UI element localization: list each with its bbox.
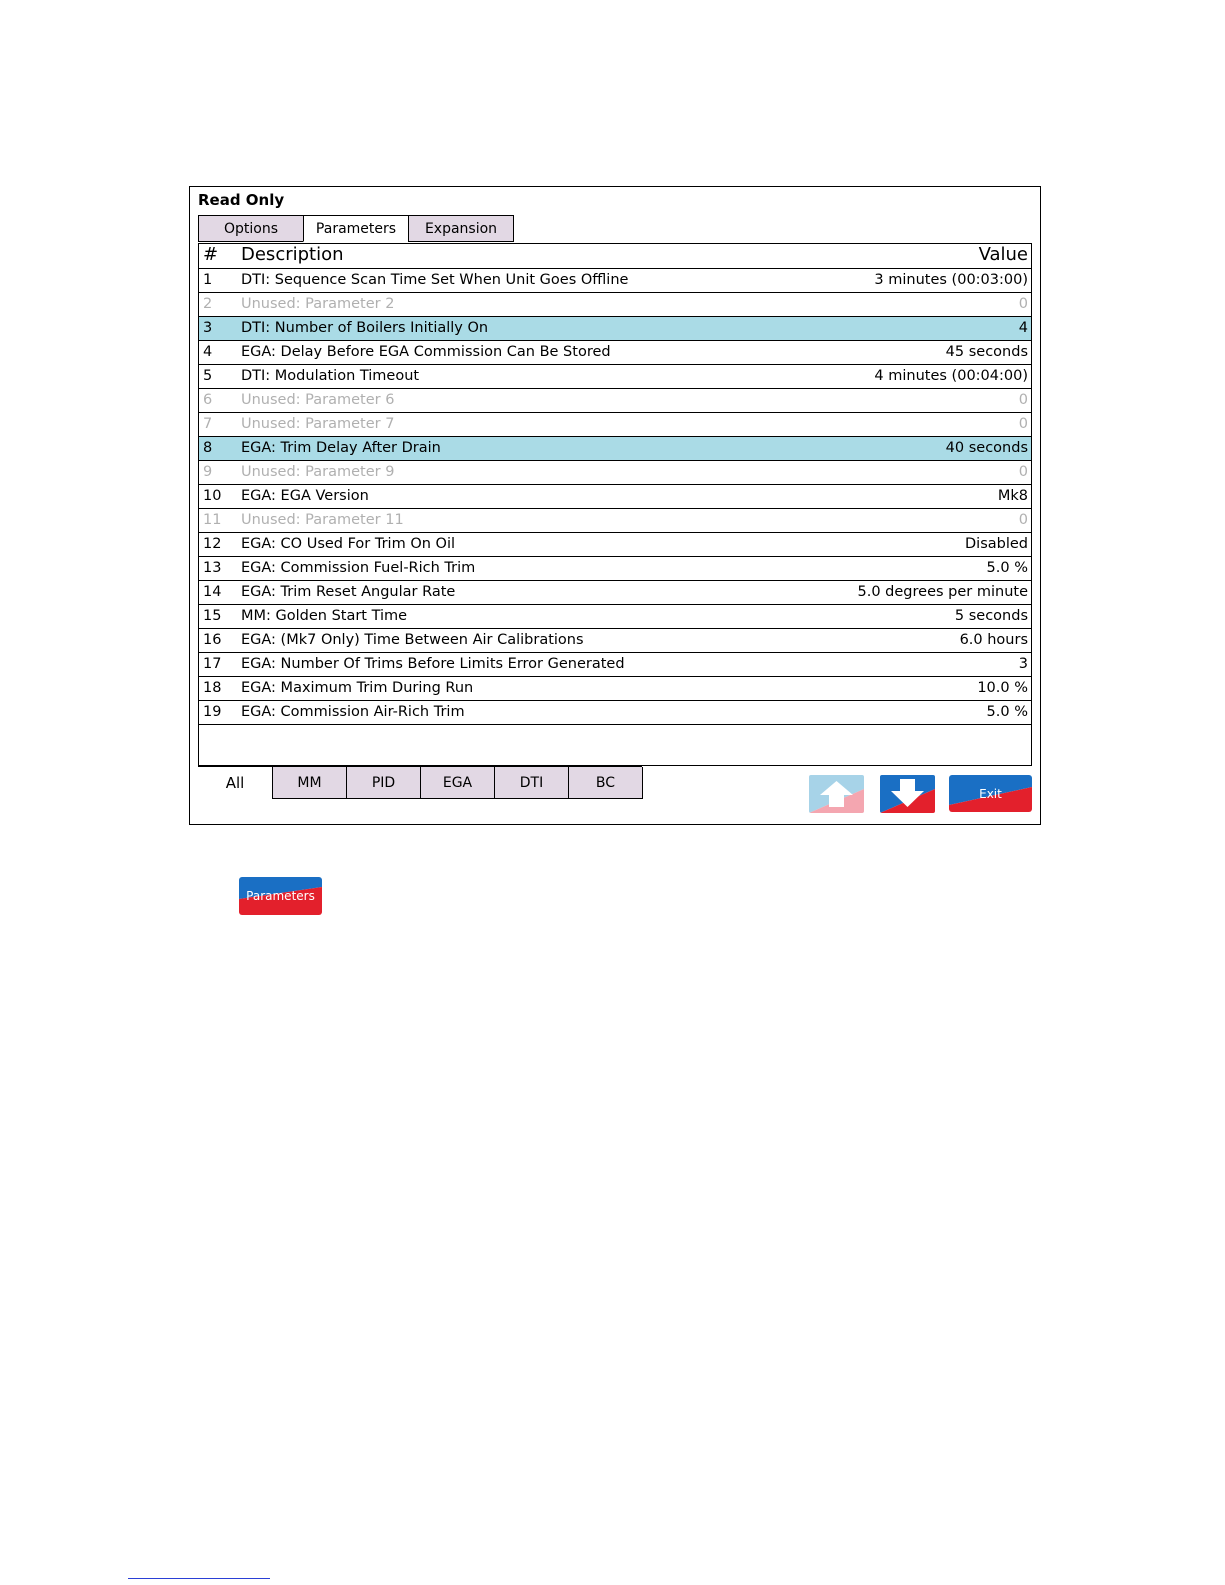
row-value: 0 bbox=[1018, 392, 1028, 408]
table-row[interactable] bbox=[199, 341, 1031, 365]
filter-tab-pid[interactable]: PID bbox=[346, 767, 421, 799]
table-header bbox=[199, 244, 1031, 269]
table-row[interactable] bbox=[199, 557, 1031, 581]
row-value: 10.0 % bbox=[977, 680, 1028, 696]
tab-expansion[interactable]: Expansion bbox=[408, 215, 514, 242]
table-row[interactable] bbox=[199, 365, 1031, 389]
row-description: Unused: Parameter 11 bbox=[241, 512, 404, 528]
row-description: Unused: Parameter 7 bbox=[241, 416, 395, 432]
row-number: 13 bbox=[203, 560, 222, 576]
row-description: EGA: Number Of Trims Before Limits Error Generated bbox=[241, 656, 625, 672]
row-value: 4 bbox=[1018, 320, 1028, 336]
parameters-button[interactable] bbox=[239, 877, 322, 915]
parameters-screen bbox=[189, 186, 1041, 825]
row-value: 6.0 hours bbox=[959, 632, 1028, 648]
scroll-up-button[interactable] bbox=[809, 775, 864, 813]
row-value: Mk8 bbox=[997, 488, 1028, 504]
row-number: 15 bbox=[203, 608, 222, 624]
table-row[interactable] bbox=[199, 461, 1031, 485]
filter-tab-ega[interactable]: EGA bbox=[420, 767, 495, 799]
row-description: EGA: Commission Fuel-Rich Trim bbox=[241, 560, 476, 576]
table-row[interactable] bbox=[199, 629, 1031, 653]
exit-label: Exit bbox=[979, 786, 1002, 801]
screen-title: Read Only bbox=[198, 191, 285, 209]
row-value: 0 bbox=[1018, 464, 1028, 480]
row-number: 5 bbox=[203, 368, 213, 384]
row-description: DTI: Sequence Scan Time Set When Unit Goes Offline bbox=[241, 272, 629, 288]
arrow-up-icon bbox=[809, 775, 864, 813]
row-value: 0 bbox=[1018, 296, 1028, 312]
row-number: 12 bbox=[203, 536, 222, 552]
row-number: 14 bbox=[203, 584, 222, 600]
table-row[interactable] bbox=[199, 581, 1031, 605]
tab-parameters[interactable]: Parameters bbox=[303, 215, 409, 242]
table-body bbox=[199, 269, 1031, 725]
tab-options[interactable]: Options bbox=[198, 215, 304, 242]
row-description: Unused: Parameter 2 bbox=[241, 296, 395, 312]
row-number: 7 bbox=[203, 416, 213, 432]
filter-tab-dti[interactable]: DTI bbox=[494, 767, 569, 799]
row-number: 1 bbox=[203, 272, 213, 288]
table-row[interactable] bbox=[199, 509, 1031, 533]
row-value: 40 seconds bbox=[945, 440, 1028, 456]
row-number: 3 bbox=[203, 320, 213, 336]
row-value: 0 bbox=[1018, 416, 1028, 432]
header-value: Value bbox=[978, 244, 1028, 265]
header-description: Description bbox=[241, 244, 344, 265]
table-row[interactable] bbox=[199, 437, 1031, 461]
row-value: 5 seconds bbox=[954, 608, 1028, 624]
table-row[interactable] bbox=[199, 701, 1031, 725]
row-number: 19 bbox=[203, 704, 222, 720]
row-description: DTI: Number of Boilers Initially On bbox=[241, 320, 489, 336]
row-value: 0 bbox=[1018, 512, 1028, 528]
filter-tab-all[interactable]: All bbox=[198, 767, 273, 799]
row-description: Unused: Parameter 9 bbox=[241, 464, 395, 480]
top-tab-bar bbox=[198, 215, 513, 243]
footnote-separator bbox=[128, 1578, 270, 1579]
row-description: EGA: Commission Air-Rich Trim bbox=[241, 704, 465, 720]
arrow-down-icon bbox=[880, 775, 935, 813]
table-row[interactable] bbox=[199, 413, 1031, 437]
row-number: 17 bbox=[203, 656, 222, 672]
row-description: EGA: EGA Version bbox=[241, 488, 369, 504]
filter-tab-mm[interactable]: MM bbox=[272, 767, 347, 799]
row-value: 4 minutes (00:04:00) bbox=[874, 368, 1028, 384]
row-number: 9 bbox=[203, 464, 213, 480]
row-value: 5.0 % bbox=[986, 560, 1028, 576]
row-value: 5.0 degrees per minute bbox=[857, 584, 1028, 600]
row-description: EGA: Delay Before EGA Commission Can Be Stored bbox=[241, 344, 611, 360]
scroll-down-button[interactable] bbox=[880, 775, 935, 813]
row-number: 8 bbox=[203, 440, 213, 456]
table-row[interactable] bbox=[199, 653, 1031, 677]
filter-tab-bc[interactable]: BC bbox=[568, 767, 643, 799]
row-description: EGA: Maximum Trim During Run bbox=[241, 680, 474, 696]
table-row[interactable] bbox=[199, 389, 1031, 413]
exit-button[interactable] bbox=[949, 775, 1032, 812]
table-row[interactable] bbox=[199, 677, 1031, 701]
row-value: 3 minutes (00:03:00) bbox=[874, 272, 1028, 288]
row-description: EGA: (Mk7 Only) Time Between Air Calibrations bbox=[241, 632, 584, 648]
row-number: 2 bbox=[203, 296, 213, 312]
row-description: DTI: Modulation Timeout bbox=[241, 368, 420, 384]
row-number: 16 bbox=[203, 632, 222, 648]
row-description: EGA: CO Used For Trim On Oil bbox=[241, 536, 456, 552]
table-row[interactable] bbox=[199, 317, 1031, 341]
table-row[interactable] bbox=[199, 293, 1031, 317]
table-row[interactable] bbox=[199, 485, 1031, 509]
parameters-button-label: Parameters bbox=[246, 889, 315, 903]
table-row[interactable] bbox=[199, 533, 1031, 557]
row-number: 4 bbox=[203, 344, 213, 360]
row-value: 5.0 % bbox=[986, 704, 1028, 720]
row-description: EGA: Trim Delay After Drain bbox=[241, 440, 441, 456]
row-description: Unused: Parameter 6 bbox=[241, 392, 395, 408]
row-value: Disabled bbox=[965, 536, 1028, 552]
row-number: 10 bbox=[203, 488, 222, 504]
table-row[interactable] bbox=[199, 605, 1031, 629]
row-number: 18 bbox=[203, 680, 222, 696]
parameters-table bbox=[198, 243, 1032, 766]
table-row[interactable] bbox=[199, 269, 1031, 293]
filter-tab-bar bbox=[198, 766, 642, 800]
row-description: EGA: Trim Reset Angular Rate bbox=[241, 584, 456, 600]
row-number: 11 bbox=[203, 512, 222, 528]
row-value: 3 bbox=[1018, 656, 1028, 672]
row-description: MM: Golden Start Time bbox=[241, 608, 408, 624]
row-number: 6 bbox=[203, 392, 213, 408]
header-number: # bbox=[203, 244, 219, 265]
row-value: 45 seconds bbox=[945, 344, 1028, 360]
